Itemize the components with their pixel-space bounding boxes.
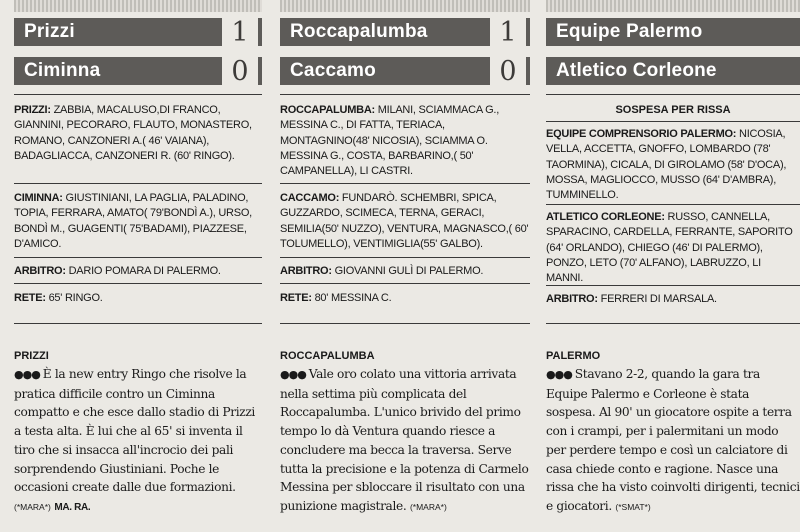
divider (546, 285, 800, 286)
away-lineup (14, 191, 262, 252)
article-credit: (*MARA*) (409, 501, 447, 512)
away-lineup (546, 210, 800, 286)
home-score-bar (14, 18, 262, 46)
article-signature: MA. RA. (54, 501, 91, 513)
masthead-strip (280, 0, 530, 12)
home-lineup-label: ROCCAPALUMBA: (280, 104, 375, 116)
article-dateline: ROCCAPALUMBA (280, 350, 375, 362)
home-team-name: Prizzi (24, 21, 75, 42)
match-column-palermo (546, 0, 800, 532)
article-text: Stavano 2-2, quando la gara tra Equipe Palermo e Corleone è stata sospesa. Al 90' un giocatore ospite a terra con i crampi, per i palermitani un modo per perdere tempo e così un calciatore di casa chiede conto e ragione. Nasce una rissa che ha visto coinvolti dirigenti, tecnici e giocatori. (546, 367, 800, 513)
away-team-name: Ciminna (24, 60, 101, 81)
away-score: 0 (222, 56, 258, 86)
home-lineup-text: ZABBIA, MACALUSO,DI FRANCO, GIANNINI, PECORARO, FLAUTO, MONASTERO, ROMANO, CANZONERI A.( 46' VAIANA), BADAGLIACCA, CANZONERI R. (60' RINGO). (14, 104, 252, 162)
referee-label: ARBITRO: (280, 265, 332, 277)
referee-label: ARBITRO: (14, 265, 66, 277)
goals-line (280, 291, 530, 306)
home-lineup-text: MILANI, SCIAMMACA G., MESSINA C., DI FATTA, TERIACA, MONTAGNINO(48' NICOSIA), SCIAMMA O. MESSINA G., COSTA, BARBARINO,( 50' CAMPANELLA), LI CASTRI. (280, 104, 500, 178)
masthead-strip (546, 0, 800, 12)
article-dateline: PALERMO (546, 350, 601, 362)
divider (280, 283, 530, 284)
home-team-name: Equipe Palermo (556, 21, 703, 42)
home-score: 1 (222, 17, 258, 47)
away-lineup-label: CIMINNA: (14, 192, 63, 204)
referee-line (14, 264, 262, 279)
away-score: 0 (490, 56, 526, 86)
article-credit: (*SMAT*) (615, 501, 651, 512)
divider (546, 323, 800, 324)
divider (546, 204, 800, 205)
referee-line (280, 264, 530, 279)
divider (280, 257, 530, 258)
article-text: È la new entry Ringo che risolve la pratica difficile contro un Ciminna compatto e che esce dallo stadio di Prizzi a testa alta. È lui che al 65' si inventa il tiro che si insacca all'incrocio dei pali sorprendendo Giustiniani. Poche le occasioni create dalle due formazioni. (14, 367, 255, 495)
away-score-bar (280, 57, 530, 85)
home-score-bar (280, 18, 530, 46)
divider (280, 94, 530, 95)
home-lineup-label: EQUIPE COMPRENSORIO PALERMO: (546, 128, 737, 140)
home-score-bar (546, 18, 800, 46)
divider (14, 257, 262, 258)
masthead-strip (14, 0, 262, 12)
home-lineup (546, 127, 800, 203)
away-lineup-label: ATLETICO CORLEONE: (546, 211, 665, 223)
home-lineup (280, 103, 530, 179)
goals-label: RETE: (14, 292, 46, 304)
away-score-bar (14, 57, 262, 85)
divider (14, 94, 262, 95)
goals-text: 65' RINGO. (48, 292, 103, 304)
divider (546, 121, 800, 122)
article-body (546, 365, 800, 517)
article-body (14, 365, 262, 518)
referee-line (546, 292, 800, 307)
divider (14, 283, 262, 284)
divider (14, 183, 262, 184)
away-team-name: Caccamo (290, 60, 376, 81)
bullet-marker: ●●● (546, 368, 572, 381)
divider (546, 94, 800, 95)
home-team-name: Roccapalumba (290, 21, 428, 42)
bullet-marker: ●●● (14, 368, 40, 381)
referee-text: GIOVANNI GULÌ DI PALERMO. (334, 265, 484, 277)
divider (14, 323, 262, 324)
referee-text: DARIO POMARA DI PALERMO. (68, 265, 221, 277)
home-lineup-text: NICOSIA, VELLA, ACCETTA, GNOFFO, LOMBARDO (78' TAORMINA), CICALA, DI GIROLAMO (58' D'OCA), MOSSA, MAGLIOCCO, MUSSO (64' D'AMBRA), TUMMINELLO. (546, 128, 787, 202)
away-lineup-text: FUNDARÒ. SCHEMBRI, SPICA, GUZZARDO, SCIMECA, TERNA, GERACI, SEMILIA(50' NUZZO), VENTURA, MAGNASCO,( 60' TOLUMELLO), VENTIMIGLIA(55' GALBO). (280, 192, 529, 250)
article-text: Vale oro colato una vittoria arrivata nella settima più complicata del Roccapalumba. L'unico brivido del primo tempo lo dà Ventura quando riesce a concludere ma becca la traversa. Serve tutta la precisione e la potenza di Carmelo Messina per sbloccare il risultato con una punizione magistrale. (280, 367, 529, 513)
suspended-notice: SOSPESA PER RISSA (615, 104, 731, 116)
divider (280, 183, 530, 184)
away-lineup-text: GIUSTINIANI, LA PAGLIA, PALADINO, TOPIA, FERRARA, AMATO( 79'BONDÌ A.), URSO, BONDÌ M., GUAGENTI( 75'BADAMI), PIAZZESE, D'AMICO. (14, 192, 252, 250)
referee-text: FERRERI DI MARSALA. (600, 293, 717, 305)
bullet-marker: ●●● (280, 368, 306, 381)
home-lineup (14, 103, 262, 164)
article-dateline: PRIZZI (14, 350, 49, 362)
article-credit: (*MARA*) (14, 501, 51, 512)
away-lineup-text: RUSSO, CANNELLA, SPARACINO, CARDELLA, FERRANTE, SAPORITO (64' ORLANDO), CHIEGO (46' DI PALERMO), PONZO, LETO (70' ALFANO), LABRUZZO, LI MANNI. (546, 211, 793, 285)
match-column-roccapalumba (280, 0, 530, 532)
referee-label: ARBITRO: (546, 293, 598, 305)
away-lineup (280, 191, 530, 252)
divider (280, 323, 530, 324)
goals-label: RETE: (280, 292, 312, 304)
away-team-name: Atletico Corleone (556, 60, 717, 81)
match-column-prizzi (14, 0, 262, 532)
away-score-bar (546, 57, 800, 85)
home-score: 1 (490, 17, 526, 47)
goals-line (14, 291, 262, 306)
goals-text: 80' MESSINA C. (314, 292, 392, 304)
article-body (280, 365, 530, 517)
home-lineup-label: PRIZZI: (14, 104, 51, 116)
away-lineup-label: CACCAMO: (280, 192, 340, 204)
